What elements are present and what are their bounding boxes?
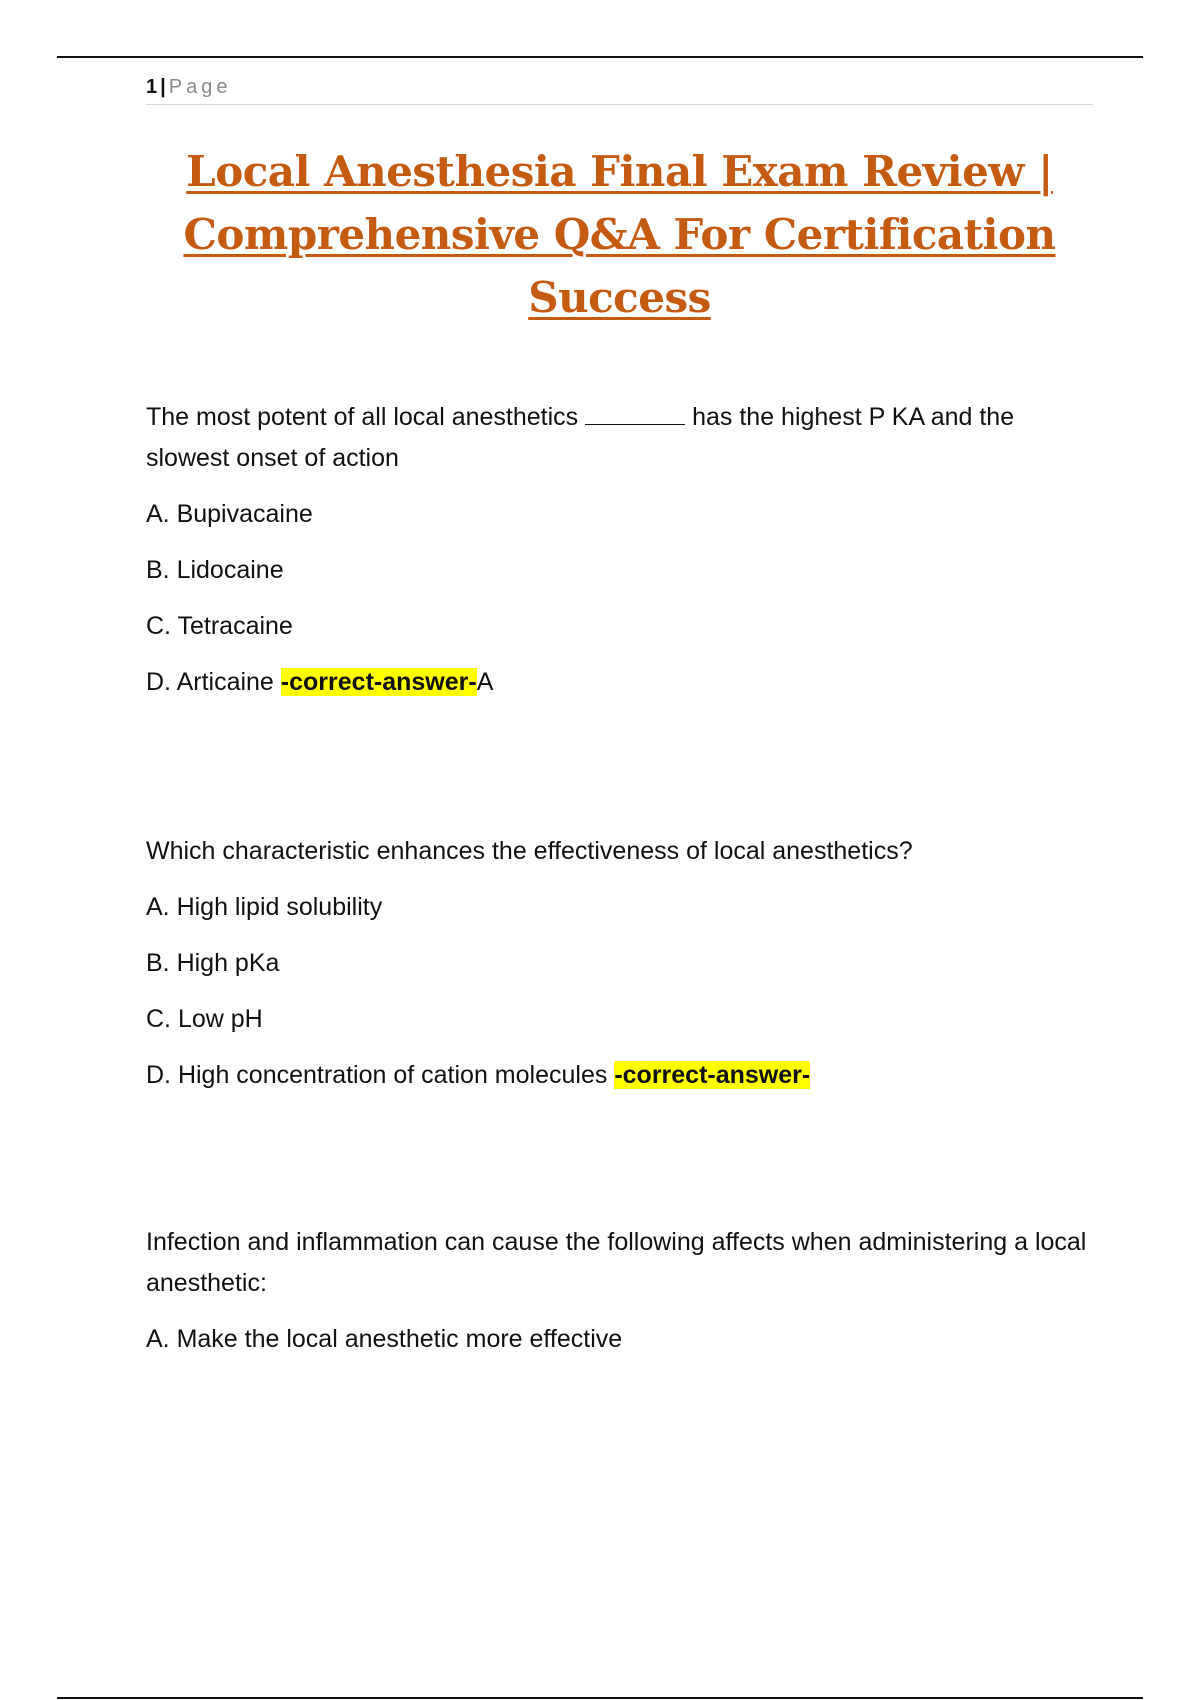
bottom-rule [57, 1697, 1143, 1699]
question-1-option-d-row [146, 662, 1093, 703]
question-3-text: Infection and inflammation can cause the following affects when administering a local anesthetic: [146, 1228, 1087, 1297]
question-2-option-a: A. High lipid solubility [146, 893, 383, 921]
question-2-option-d: D. High concentration of cation molecules [146, 1061, 608, 1089]
question-3-option-a: A. Make the local anesthetic more effective [146, 1325, 623, 1353]
page-header [146, 74, 1093, 105]
correct-answer-label: -correct-answer- [280, 668, 477, 696]
question-2-option-d-row [146, 1055, 1093, 1096]
correct-answer-value: A [476, 668, 494, 696]
question-1-option-a: A. Bupivacaine [146, 500, 313, 528]
title-line-1: Local Anesthesia Final Exam Review | [186, 147, 1053, 196]
question-block-3 [146, 1222, 1093, 1375]
question-1-text [146, 397, 1093, 479]
question-2-option-b: B. High pKa [146, 949, 280, 977]
page-label: Page [168, 76, 232, 98]
document-title [146, 140, 1093, 329]
page-separator: | [160, 76, 166, 98]
top-rule [57, 56, 1143, 58]
page-number: 1 [146, 76, 158, 98]
question-2-option-c: C. Low pH [146, 1005, 263, 1033]
fill-in-blank [585, 402, 685, 425]
question-1-text-before-blank: The most potent of all local anesthetics [146, 403, 579, 431]
question-block-1 [146, 397, 1093, 718]
question-2-text: Which characteristic enhances the effectiveness of local anesthetics? [146, 837, 913, 865]
question-block-2 [146, 831, 1093, 1111]
title-line-2: Comprehensive Q&A For Certification [183, 210, 1056, 259]
question-1-option-b: B. Lidocaine [146, 556, 284, 584]
correct-answer-label: -correct-answer- [614, 1061, 811, 1089]
question-1-text-after-blank: has the highest P KA and the slowest onset of action [146, 403, 1015, 472]
question-1-option-d: D. Articaine [146, 668, 274, 696]
title-line-3: Success [528, 273, 711, 322]
question-1-option-c: C. Tetracaine [146, 612, 293, 640]
